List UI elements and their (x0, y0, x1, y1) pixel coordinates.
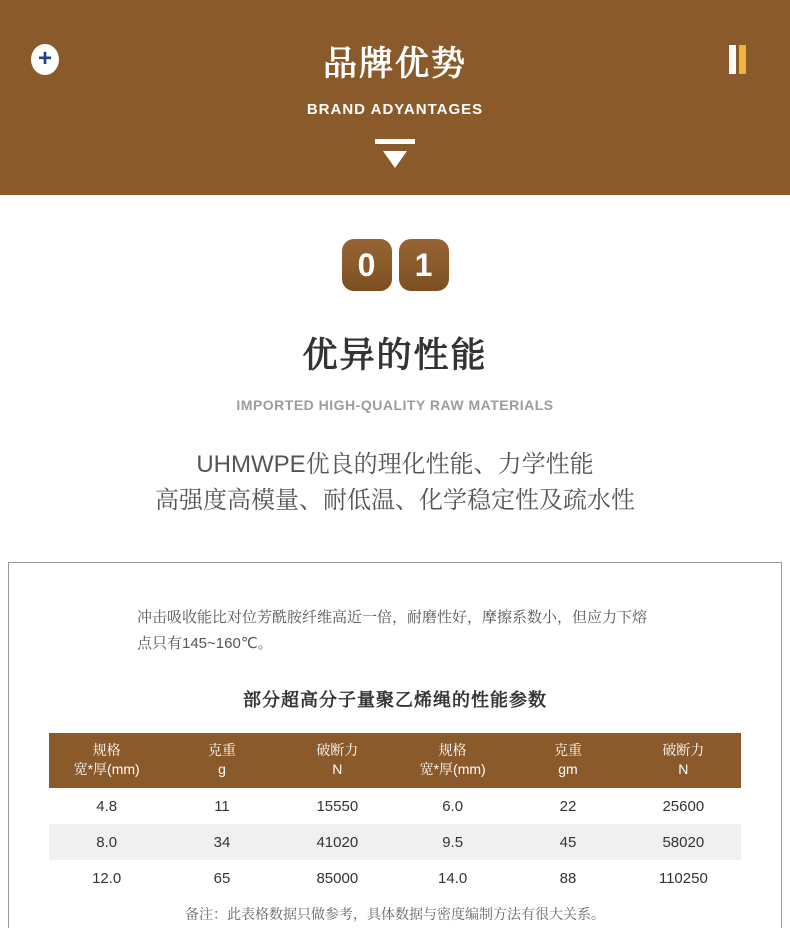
section-intro-line1: UHMWPE优良的理化性能、力学性能 (196, 451, 594, 478)
brand-advantages-header (0, 0, 790, 195)
table-cell: 110250 (658, 869, 708, 887)
table-title: 部分超高分子量聚乙烯绳的性能参数 (243, 690, 547, 710)
section-number-digit-0: 0 (342, 239, 392, 291)
table-cell: 6.0 (442, 797, 464, 815)
table-cell: 22 (559, 797, 577, 815)
plus-glyph: + (37, 44, 52, 72)
section-number (0, 239, 790, 291)
section-heading: 优异的性能 (302, 336, 488, 375)
table-row-1 (49, 824, 741, 860)
table-cell: 45 (510, 824, 625, 860)
table-header-cell-2: 破断力 N (280, 733, 395, 788)
table-cell: 85000 (316, 869, 359, 887)
table-cell: 34 (164, 824, 279, 860)
table-header-cell-5: 破断力 N (626, 733, 741, 788)
performance-panel (8, 562, 782, 928)
table-note: 备注：此表格数据只做参考，具体数据与密度编制方法有很大关系。 (185, 906, 605, 922)
performance-table (49, 733, 741, 896)
table-header-cell-3: 规格 宽*厚(mm) (395, 733, 510, 788)
table-cell: 65 (213, 869, 231, 887)
section-number-digit-1: 1 (399, 239, 449, 291)
pause-bar-gold (739, 45, 746, 74)
section-intro (0, 447, 790, 519)
table-cell: 4.8 (96, 797, 118, 815)
page-subtitle: BRAND ADYANTAGES (306, 101, 484, 118)
performance-table-head (49, 733, 741, 788)
table-cell: 25600 (662, 797, 705, 815)
divider-bar (375, 139, 415, 144)
table-cell: 88 (559, 869, 577, 887)
table-header-row (49, 733, 741, 788)
page-title: 品牌优势 (323, 45, 467, 83)
table-cell: 15550 (316, 797, 359, 815)
pause-bar-white (729, 45, 736, 74)
section-intro-line2: 高强度高模量、耐低温、化学稳定性及疏水性 (155, 487, 635, 514)
table-row-0 (49, 788, 741, 824)
table-header-cell-0: 规格 宽*厚(mm) (49, 733, 164, 788)
table-cell: 12.0 (92, 869, 122, 887)
table-cell: 41020 (280, 824, 395, 860)
table-cell: 58020 (626, 824, 741, 860)
table-header-cell-4: 克重 gm (510, 733, 625, 788)
table-cell: 9.5 (395, 824, 510, 860)
table-header-cell-1: 克重 g (164, 733, 279, 788)
table-cell: 8.0 (49, 824, 164, 860)
performance-table-body (49, 788, 741, 896)
pause-icon[interactable] (729, 45, 746, 74)
performance-description: 冲击吸收能比对位芳酰胺纤维高近一倍，耐磨性好，摩擦系数小，但应力下熔点只有145~160℃。 (137, 609, 648, 652)
table-cell: 11 (214, 797, 230, 815)
plus-icon[interactable] (31, 44, 59, 75)
section-subheading: IMPORTED HIGH-QUALITY RAW MATERIALS (236, 397, 554, 413)
table-row-2 (49, 860, 741, 896)
table-cell: 14.0 (438, 869, 468, 887)
chevron-down-icon (383, 151, 407, 168)
